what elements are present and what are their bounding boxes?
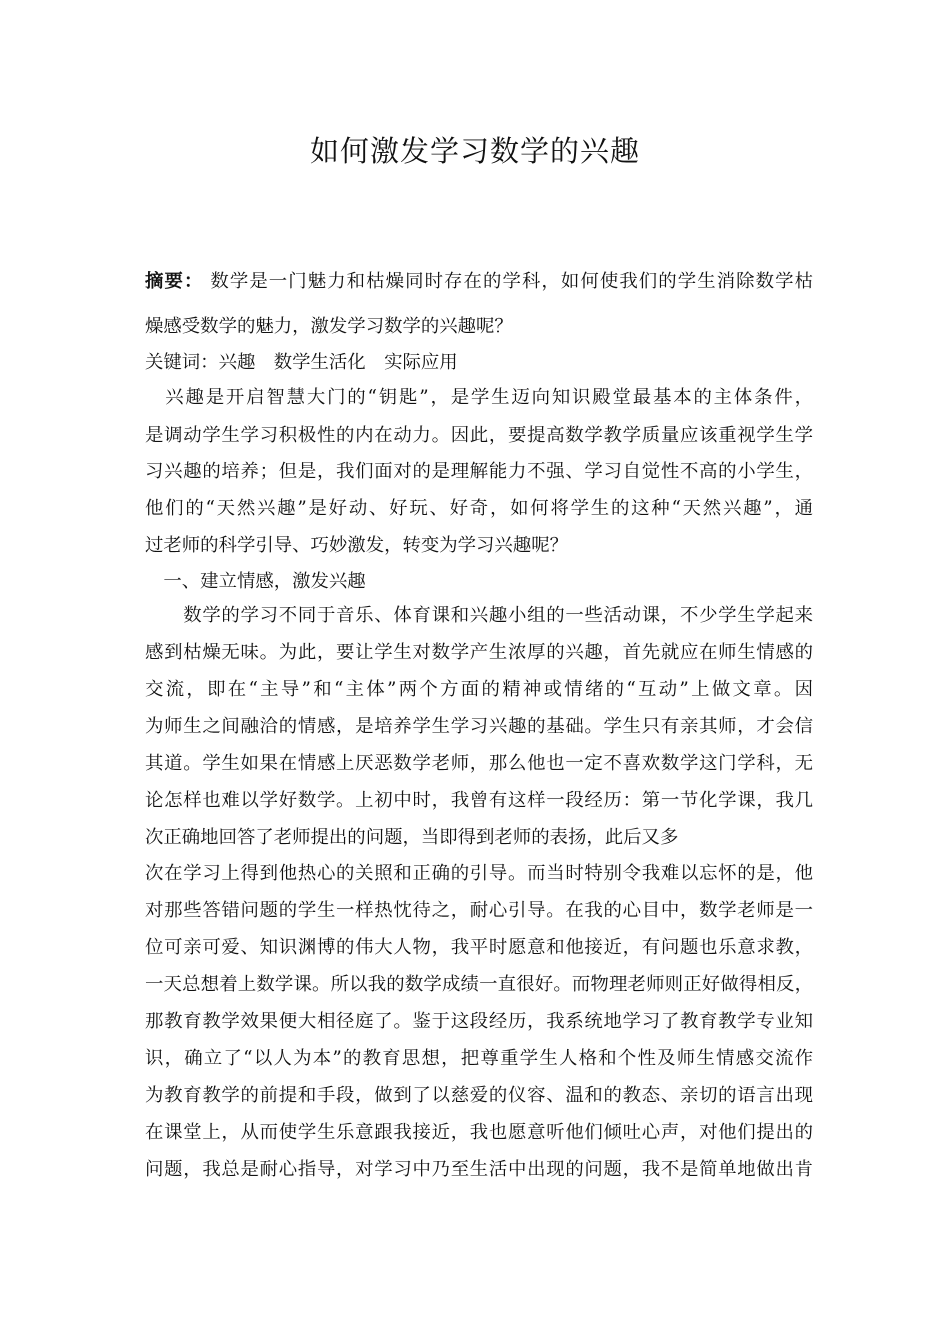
- abstract-line-1: [145, 270, 813, 294]
- body-line: 一天总想着上数学课。所以我的数学成绩一直很好。而物理老师则正好做得相反，: [145, 974, 813, 995]
- document-title: 如何激发学习数学的兴趣: [309, 134, 640, 168]
- body-line: 论怎样也难以学好数学。上初中时，我曾有这样一段经历：第一节化学课，我几: [145, 790, 813, 811]
- body-line: 过老师的科学引导、巧妙激发，转变为学习兴趣呢？: [145, 535, 568, 556]
- body-line: 问题，我总是耐心指导，对学习中乃至生活中出现的问题，我不是简单地做出肯: [145, 1159, 813, 1180]
- abstract-line-2: 燥感受数学的魅力，激发学习数学的兴趣呢？: [145, 316, 513, 337]
- body-line: 兴趣是开启智慧大门的“钥匙”，是学生迈向知识殿堂最基本的主体条件，: [145, 387, 813, 408]
- body-line: 习兴趣的培养；但是，我们面对的是理解能力不强、学习自觉性不高的小学生，: [145, 461, 813, 482]
- body-line: 他们的“天然兴趣”是好动、好玩、好奇，如何将学生的这种“天然兴趣”，通: [145, 498, 813, 519]
- body-line: 为师生之间融洽的情感，是培养学生学习兴趣的基础。学生只有亲其师，才会信: [145, 716, 813, 737]
- body-line: 为教育教学的前提和手段，做到了以慈爱的仪容、温和的教态、亲切的语言出现: [145, 1085, 813, 1106]
- body-line: 次正确地回答了老师提出的问题，当即得到老师的表扬，此后又多: [145, 827, 679, 848]
- body-line: 位可亲可爱、知识渊博的伟大人物，我平时愿意和他接近，有问题也乐意求教，: [145, 937, 813, 958]
- body-line: 那教育教学效果便大相径庭了。鉴于这段经历，我系统地学习了教育教学专业知: [145, 1011, 813, 1032]
- body-line: 次在学习上得到他热心的关照和正确的引导。而当时特别令我难以忘怀的是，他: [145, 863, 813, 884]
- body-line: 感到枯燥无味。为此，要让学生对数学产生浓厚的兴趣，首先就应在师生情感的: [145, 642, 813, 663]
- abstract-label: 摘要：: [145, 271, 204, 292]
- body-line: 交流，即在“主导”和“主体”两个方面的精神或情绪的“互动”上做文章。因: [145, 679, 813, 700]
- body-line: 在课堂上，从而使学生乐意跟我接近，我也愿意听他们倾吐心声，对他们提出的: [145, 1122, 813, 1143]
- abstract-text-1: 数学是一门魅力和枯燥同时存在的学科，如何使我们的学生消除数学枯: [203, 271, 813, 292]
- keywords: 关键词：兴趣 数学生活化 实际应用: [145, 352, 458, 373]
- body-line: 是调动学生学习积极性的内在动力。因此，要提高数学教学质量应该重视学生学: [145, 425, 813, 446]
- body-line: 其道。学生如果在情感上厌恶数学老师，那么他也一定不喜欢数学这门学科，无: [145, 753, 813, 774]
- section-heading: 一、建立情感，激发兴趣: [145, 571, 366, 592]
- body-line: 对那些答错问题的学生一样热忱待之，耐心引导。在我的心目中，数学老师是一: [145, 900, 813, 921]
- body-line: 数学的学习不同于音乐、体育课和兴趣小组的一些活动课，不少学生学起来: [145, 605, 813, 626]
- body-line: 识，确立了“以人为本”的教育思想，把尊重学生人格和个性及师生情感交流作: [145, 1048, 813, 1069]
